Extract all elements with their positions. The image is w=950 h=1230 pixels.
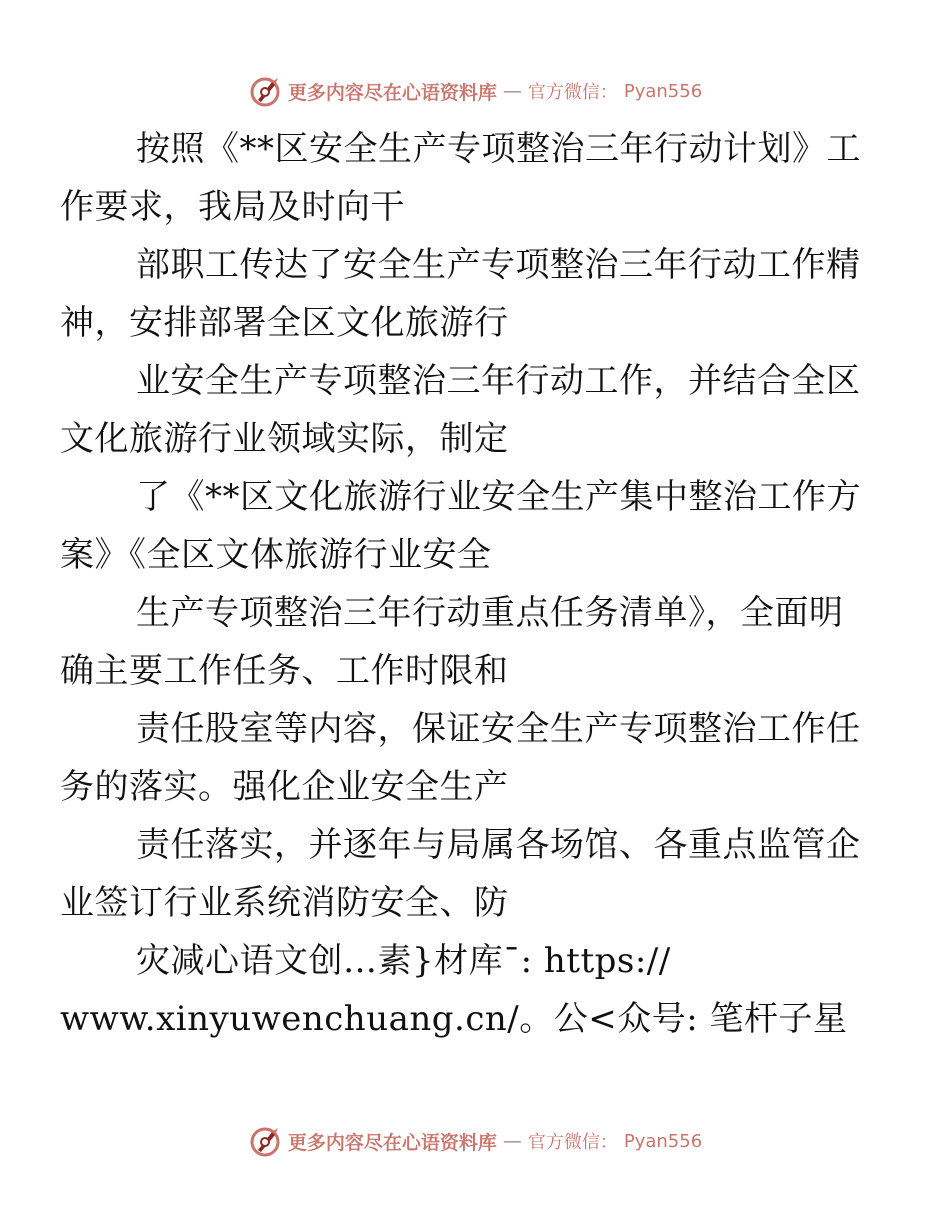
url-line: www.xinyuwenchuang.cn/。公<众号: 笔杆子星 xyxy=(60,999,848,1039)
paragraph-line: 作要求，我局及时向干 xyxy=(60,187,405,227)
paragraph-line: 责任落实，并逐年与局属各场馆、各重点监管企 xyxy=(136,825,861,865)
paragraph-line: 业签订行业系统消防安全、防 xyxy=(60,883,509,923)
wechat-id: Pyan556 xyxy=(623,1130,703,1152)
paragraph-line: 案》《全区文体旅游行业安全 xyxy=(60,535,492,575)
paragraph-line: 神，安排部署全区文化旅游行 xyxy=(60,303,509,343)
paragraph-line: 文化旅游行业领域实际，制定 xyxy=(60,419,509,459)
brand-text: 更多内容尽在心语资料库 xyxy=(287,81,497,104)
wechat-label: 官方微信： xyxy=(527,1132,618,1153)
paragraph xyxy=(60,700,861,816)
paragraph-line: 生产专项整治三年行动重点任务清单》，全面明 xyxy=(136,593,844,633)
paragraph xyxy=(60,468,861,584)
quill-logo-icon xyxy=(248,74,282,108)
paragraph-line: 部职工传达了安全生产专项整治三年行动工作精 xyxy=(136,245,861,285)
paragraph xyxy=(60,352,861,468)
document-body xyxy=(60,120,861,1048)
brand-text: 更多内容尽在心语资料库 xyxy=(287,1131,497,1154)
paragraph-line: 务的落实。强化企业安全生产 xyxy=(60,767,509,807)
wechat-id: Pyan556 xyxy=(623,80,703,102)
paragraph-line: 按照《**区安全生产专项整治三年行动计划》工 xyxy=(136,129,861,169)
paragraph-line: 业安全生产专项整治三年行动工作，并结合全区 xyxy=(136,361,861,401)
wechat-label: 官方微信： xyxy=(527,82,618,103)
banner-separator: — xyxy=(502,80,522,102)
paragraph xyxy=(60,584,858,700)
paragraph-line: 责任股室等内容，保证安全生产专项整治工作任 xyxy=(136,709,861,749)
paragraph xyxy=(60,816,861,932)
quill-logo-icon xyxy=(248,1124,282,1158)
header-banner xyxy=(0,71,950,111)
paragraph-line: 确主要工作任务、工作时限和 xyxy=(60,651,509,691)
paragraph xyxy=(60,120,861,236)
paragraph-line: 了《**区文化旅游行业安全生产集中整治工作方 xyxy=(136,477,861,517)
paragraph xyxy=(60,236,861,352)
paragraph-line: 灾减心语文创…素}材库¯: https:// xyxy=(136,941,671,981)
banner-separator: — xyxy=(502,1130,522,1152)
footer-banner xyxy=(0,1121,950,1161)
paragraph-with-link xyxy=(60,932,858,1048)
